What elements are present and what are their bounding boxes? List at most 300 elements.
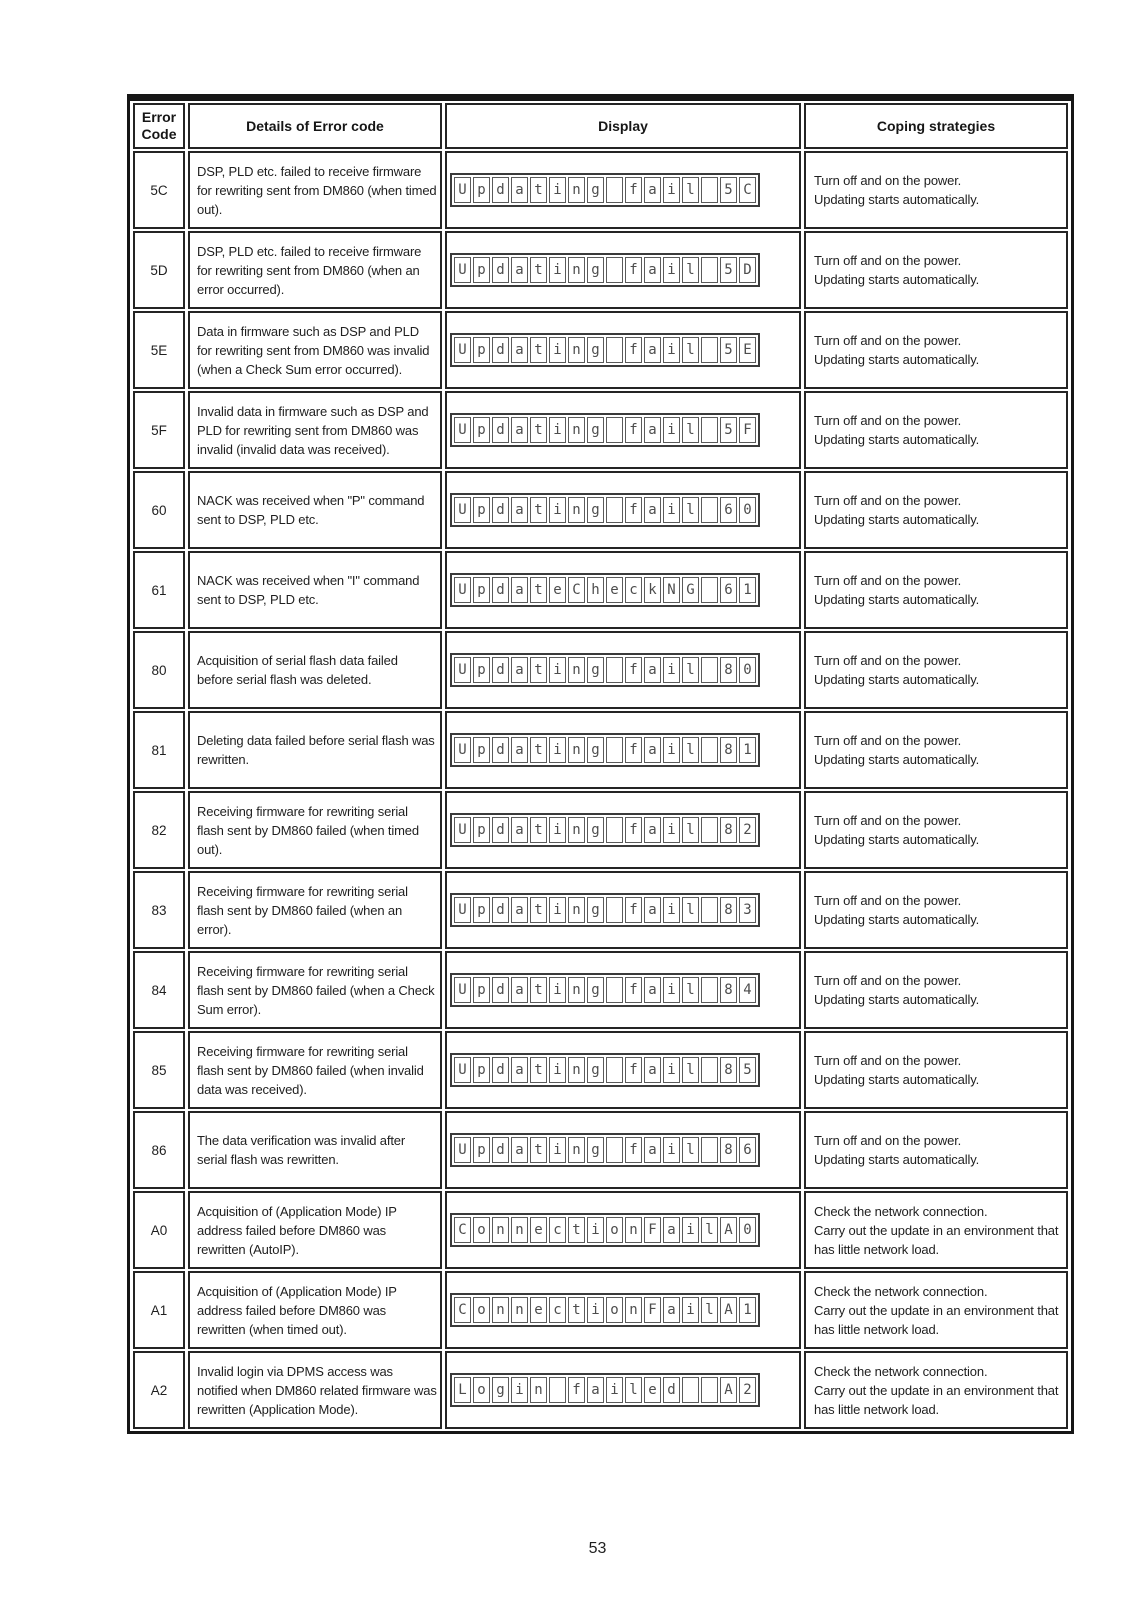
- error-code-cell: 5E: [133, 311, 185, 389]
- lcd-cell: U: [454, 417, 471, 443]
- lcd-cell: 8: [720, 977, 737, 1003]
- table-row: [133, 631, 1068, 709]
- lcd-cell: i: [663, 737, 680, 763]
- lcd-cell: U: [454, 577, 471, 603]
- lcd-cell: i: [682, 1297, 699, 1323]
- lcd-cell: c: [549, 1297, 566, 1323]
- coping-cell: [804, 1351, 1068, 1429]
- lcd-cell: i: [663, 817, 680, 843]
- display-cell: [445, 631, 801, 709]
- lcd-cell: [701, 1377, 718, 1403]
- lcd-cell: a: [663, 1217, 680, 1243]
- coping-line: Turn off and on the power.: [814, 813, 962, 828]
- lcd-cell: i: [663, 1057, 680, 1083]
- lcd-cell: n: [568, 337, 585, 363]
- lcd-cell: e: [606, 577, 623, 603]
- table-row: [133, 1191, 1068, 1269]
- lcd-cell: [606, 657, 623, 683]
- lcd-cell: i: [606, 1377, 623, 1403]
- lcd-cell: d: [663, 1377, 680, 1403]
- table-row: [133, 231, 1068, 309]
- lcd-cell: [701, 257, 718, 283]
- lcd-cell: l: [682, 657, 699, 683]
- lcd-cell: 8: [720, 817, 737, 843]
- lcd-cell: [606, 737, 623, 763]
- coping-line: Turn off and on the power.: [814, 1133, 962, 1148]
- lcd-cell: i: [549, 1137, 566, 1163]
- lcd-cell: t: [530, 817, 547, 843]
- lcd-cell: p: [473, 257, 490, 283]
- error-code-cell: 5F: [133, 391, 185, 469]
- lcd-cell: a: [511, 1057, 528, 1083]
- lcd-cell: A: [720, 1297, 737, 1323]
- header-display: Display: [445, 103, 801, 149]
- lcd-cell: f: [625, 257, 642, 283]
- table-row: [133, 391, 1068, 469]
- lcd-cell: a: [644, 337, 661, 363]
- lcd-cell: a: [511, 657, 528, 683]
- lcd-cell: 5: [720, 257, 737, 283]
- lcd-display: [450, 493, 760, 527]
- lcd-cell: f: [625, 177, 642, 203]
- lcd-cell: d: [492, 657, 509, 683]
- lcd-cell: n: [492, 1297, 509, 1323]
- lcd-cell: k: [644, 577, 661, 603]
- error-details-cell: Receiving firmware for rewriting serial flash sent by DM860 failed (when invalid data was received).: [188, 1031, 442, 1109]
- lcd-cell: l: [682, 337, 699, 363]
- lcd-cell: [606, 417, 623, 443]
- lcd-cell: [701, 1137, 718, 1163]
- display-cell: [445, 1351, 801, 1429]
- lcd-cell: a: [644, 737, 661, 763]
- lcd-cell: [606, 257, 623, 283]
- lcd-cell: p: [473, 177, 490, 203]
- lcd-cell: i: [663, 417, 680, 443]
- lcd-cell: 5: [720, 177, 737, 203]
- lcd-cell: [549, 1377, 566, 1403]
- error-details-cell: Acquisition of (Application Mode) IP address failed before DM860 was rewritten (when timed out).: [188, 1271, 442, 1349]
- lcd-cell: i: [663, 177, 680, 203]
- lcd-display: [450, 1373, 760, 1407]
- coping-line: Updating starts automatically.: [814, 1152, 980, 1167]
- lcd-cell: N: [663, 577, 680, 603]
- coping-line: Updating starts automatically.: [814, 352, 980, 367]
- lcd-cell: f: [625, 1057, 642, 1083]
- lcd-cell: [606, 897, 623, 923]
- lcd-cell: i: [587, 1297, 604, 1323]
- lcd-cell: l: [701, 1297, 718, 1323]
- lcd-display: [450, 813, 760, 847]
- lcd-cell: a: [644, 1057, 661, 1083]
- table-row: [133, 951, 1068, 1029]
- lcd-cell: l: [682, 977, 699, 1003]
- error-details-cell: Invalid data in firmware such as DSP and PLD for rewriting sent from DM860 was invalid (invalid data was received).: [188, 391, 442, 469]
- error-details-cell: Data in firmware such as DSP and PLD for rewriting sent from DM860 was invalid (when a Check Sum error occurred).: [188, 311, 442, 389]
- lcd-display: [450, 253, 760, 287]
- lcd-cell: i: [549, 337, 566, 363]
- lcd-cell: i: [549, 817, 566, 843]
- lcd-cell: g: [492, 1377, 509, 1403]
- lcd-cell: f: [568, 1377, 585, 1403]
- lcd-cell: t: [530, 737, 547, 763]
- lcd-cell: i: [549, 737, 566, 763]
- lcd-cell: [701, 577, 718, 603]
- lcd-cell: g: [587, 1137, 604, 1163]
- lcd-cell: t: [568, 1297, 585, 1323]
- lcd-cell: c: [625, 577, 642, 603]
- lcd-cell: f: [625, 1137, 642, 1163]
- coping-line: Updating starts automatically.: [814, 512, 980, 527]
- lcd-cell: t: [568, 1217, 585, 1243]
- lcd-cell: [701, 897, 718, 923]
- coping-line: Check the network connection.: [814, 1363, 988, 1379]
- lcd-cell: n: [530, 1377, 547, 1403]
- coping-line: Turn off and on the power.: [814, 173, 962, 188]
- lcd-cell: U: [454, 897, 471, 923]
- error-details-cell: The data verification was invalid after serial flash was rewritten.: [188, 1111, 442, 1189]
- coping-line: Updating starts automatically.: [814, 992, 980, 1007]
- table-row: [133, 1351, 1068, 1429]
- lcd-cell: [606, 177, 623, 203]
- lcd-cell: [606, 1137, 623, 1163]
- table-row: [133, 1111, 1068, 1189]
- lcd-cell: C: [454, 1297, 471, 1323]
- display-cell: [445, 231, 801, 309]
- lcd-cell: 4: [739, 977, 756, 1003]
- lcd-cell: d: [492, 177, 509, 203]
- lcd-cell: a: [644, 817, 661, 843]
- error-code-table: [127, 94, 1074, 1434]
- lcd-cell: U: [454, 1057, 471, 1083]
- lcd-cell: a: [511, 417, 528, 443]
- lcd-cell: e: [549, 577, 566, 603]
- lcd-cell: t: [530, 417, 547, 443]
- lcd-cell: [701, 1057, 718, 1083]
- error-code-cell: 5C: [133, 151, 185, 229]
- page-number: 53: [588, 1540, 607, 1557]
- display-cell: [445, 1031, 801, 1109]
- lcd-cell: A: [720, 1377, 737, 1403]
- coping-line: Turn off and on the power.: [814, 653, 962, 668]
- lcd-cell: f: [625, 737, 642, 763]
- lcd-cell: l: [682, 417, 699, 443]
- lcd-cell: d: [492, 577, 509, 603]
- lcd-display: [450, 1213, 760, 1247]
- lcd-cell: p: [473, 337, 490, 363]
- lcd-cell: d: [492, 337, 509, 363]
- lcd-cell: i: [549, 497, 566, 523]
- lcd-cell: t: [530, 1057, 547, 1083]
- lcd-cell: 0: [739, 1217, 756, 1243]
- table-body: [133, 151, 1068, 1429]
- lcd-cell: h: [587, 577, 604, 603]
- coping-line: Turn off and on the power.: [814, 733, 962, 748]
- lcd-cell: o: [473, 1377, 490, 1403]
- lcd-cell: g: [587, 497, 604, 523]
- error-code-cell: 86: [133, 1111, 185, 1189]
- lcd-cell: [606, 337, 623, 363]
- lcd-cell: g: [587, 897, 604, 923]
- lcd-cell: U: [454, 337, 471, 363]
- display-cell: [445, 391, 801, 469]
- lcd-cell: d: [492, 897, 509, 923]
- lcd-cell: F: [644, 1217, 661, 1243]
- coping-line: Turn off and on the power.: [814, 1053, 962, 1068]
- lcd-cell: G: [682, 577, 699, 603]
- error-details-cell: Receiving firmware for rewriting serial flash sent by DM860 failed (when timed out).: [188, 791, 442, 869]
- lcd-cell: [606, 1057, 623, 1083]
- coping-line: Updating starts automatically.: [814, 832, 980, 847]
- lcd-cell: n: [625, 1297, 642, 1323]
- lcd-cell: t: [530, 497, 547, 523]
- lcd-display: [450, 653, 760, 687]
- coping-cell: [804, 951, 1068, 1029]
- coping-cell: [804, 871, 1068, 949]
- lcd-display: [450, 1133, 760, 1167]
- lcd-cell: a: [644, 977, 661, 1003]
- coping-cell: [804, 1111, 1068, 1189]
- error-details-cell: Invalid login via DPMS access was notified when DM860 related firmware was rewritten (Application Mode).: [188, 1351, 442, 1429]
- lcd-cell: f: [625, 337, 642, 363]
- error-code-cell: 60: [133, 471, 185, 549]
- lcd-cell: U: [454, 657, 471, 683]
- coping-cell: [804, 551, 1068, 629]
- display-cell: [445, 711, 801, 789]
- coping-line: Carry out the update in an environment that has little network load.: [814, 1222, 1059, 1257]
- coping-line: Check the network connection.: [814, 1203, 988, 1219]
- lcd-cell: U: [454, 1137, 471, 1163]
- lcd-cell: t: [530, 577, 547, 603]
- lcd-cell: a: [644, 497, 661, 523]
- lcd-cell: p: [473, 1057, 490, 1083]
- lcd-cell: C: [454, 1217, 471, 1243]
- error-code-cell: 5D: [133, 231, 185, 309]
- error-code-cell: A1: [133, 1271, 185, 1349]
- coping-line: Check the network connection.: [814, 1283, 988, 1299]
- coping-line: Updating starts automatically.: [814, 192, 980, 207]
- lcd-cell: a: [644, 417, 661, 443]
- error-code-cell: 61: [133, 551, 185, 629]
- lcd-cell: c: [549, 1217, 566, 1243]
- lcd-cell: n: [492, 1217, 509, 1243]
- lcd-cell: i: [663, 1137, 680, 1163]
- error-code-cell: 85: [133, 1031, 185, 1109]
- coping-cell: [804, 1271, 1068, 1349]
- lcd-cell: a: [511, 177, 528, 203]
- lcd-cell: n: [511, 1297, 528, 1323]
- lcd-cell: g: [587, 977, 604, 1003]
- lcd-cell: a: [644, 257, 661, 283]
- lcd-cell: n: [568, 737, 585, 763]
- lcd-cell: [701, 737, 718, 763]
- lcd-cell: n: [568, 817, 585, 843]
- lcd-cell: o: [473, 1297, 490, 1323]
- coping-cell: [804, 231, 1068, 309]
- lcd-cell: p: [473, 977, 490, 1003]
- lcd-cell: i: [549, 657, 566, 683]
- lcd-cell: i: [549, 177, 566, 203]
- table-row: [133, 551, 1068, 629]
- coping-line: Turn off and on the power.: [814, 493, 962, 508]
- lcd-cell: [701, 657, 718, 683]
- lcd-cell: U: [454, 497, 471, 523]
- lcd-cell: 8: [720, 1137, 737, 1163]
- lcd-cell: d: [492, 1057, 509, 1083]
- lcd-display: [450, 973, 760, 1007]
- lcd-cell: f: [625, 977, 642, 1003]
- coping-cell: [804, 1191, 1068, 1269]
- error-code-cell: 81: [133, 711, 185, 789]
- lcd-cell: i: [663, 977, 680, 1003]
- coping-cell: [804, 791, 1068, 869]
- lcd-cell: [682, 1377, 699, 1403]
- coping-line: Turn off and on the power.: [814, 413, 962, 428]
- lcd-cell: a: [644, 1137, 661, 1163]
- coping-cell: [804, 1031, 1068, 1109]
- lcd-cell: g: [587, 257, 604, 283]
- display-cell: [445, 311, 801, 389]
- lcd-cell: U: [454, 257, 471, 283]
- lcd-cell: l: [682, 897, 699, 923]
- coping-line: Updating starts automatically.: [814, 592, 980, 607]
- error-details-cell: DSP, PLD etc. failed to receive firmware for rewriting sent from DM860 (when timed out).: [188, 151, 442, 229]
- lcd-cell: F: [739, 417, 756, 443]
- error-details-cell: Receiving firmware for rewriting serial flash sent by DM860 failed (when a Check Sum error).: [188, 951, 442, 1029]
- lcd-cell: n: [568, 257, 585, 283]
- error-code-cell: 82: [133, 791, 185, 869]
- header-details: Details of Error code: [188, 103, 442, 149]
- lcd-cell: a: [511, 497, 528, 523]
- lcd-cell: a: [511, 817, 528, 843]
- lcd-cell: a: [663, 1297, 680, 1323]
- error-details-cell: NACK was received when "I" command sent to DSP, PLD etc.: [188, 551, 442, 629]
- lcd-cell: L: [454, 1377, 471, 1403]
- lcd-cell: o: [473, 1217, 490, 1243]
- lcd-cell: t: [530, 257, 547, 283]
- lcd-cell: l: [682, 817, 699, 843]
- lcd-cell: D: [739, 257, 756, 283]
- lcd-cell: i: [663, 897, 680, 923]
- lcd-cell: f: [625, 417, 642, 443]
- lcd-cell: t: [530, 897, 547, 923]
- coping-line: Carry out the update in an environment that has little network load.: [814, 1302, 1059, 1337]
- lcd-cell: o: [606, 1297, 623, 1323]
- lcd-cell: g: [587, 657, 604, 683]
- lcd-cell: i: [663, 337, 680, 363]
- lcd-cell: a: [587, 1377, 604, 1403]
- coping-line: Updating starts automatically.: [814, 752, 980, 767]
- coping-line: Updating starts automatically.: [814, 912, 980, 927]
- lcd-cell: l: [701, 1217, 718, 1243]
- lcd-cell: p: [473, 737, 490, 763]
- lcd-cell: 6: [720, 497, 737, 523]
- lcd-cell: p: [473, 577, 490, 603]
- lcd-cell: n: [568, 177, 585, 203]
- lcd-cell: n: [568, 417, 585, 443]
- lcd-cell: i: [663, 657, 680, 683]
- lcd-display: [450, 413, 760, 447]
- table-row: [133, 1031, 1068, 1109]
- lcd-cell: t: [530, 337, 547, 363]
- lcd-cell: [606, 977, 623, 1003]
- coping-line: Updating starts automatically.: [814, 1072, 980, 1087]
- lcd-cell: n: [568, 1137, 585, 1163]
- lcd-cell: g: [587, 417, 604, 443]
- lcd-cell: 6: [720, 577, 737, 603]
- lcd-cell: i: [549, 977, 566, 1003]
- lcd-cell: C: [739, 177, 756, 203]
- lcd-cell: n: [625, 1217, 642, 1243]
- lcd-cell: d: [492, 417, 509, 443]
- lcd-cell: t: [530, 977, 547, 1003]
- lcd-cell: d: [492, 817, 509, 843]
- lcd-cell: a: [644, 657, 661, 683]
- error-code-cell: 84: [133, 951, 185, 1029]
- lcd-cell: 0: [739, 497, 756, 523]
- coping-cell: [804, 711, 1068, 789]
- lcd-cell: i: [663, 257, 680, 283]
- display-cell: [445, 551, 801, 629]
- lcd-display: [450, 893, 760, 927]
- lcd-cell: [701, 177, 718, 203]
- lcd-cell: [606, 497, 623, 523]
- lcd-cell: l: [682, 737, 699, 763]
- lcd-cell: i: [587, 1217, 604, 1243]
- lcd-cell: 8: [720, 737, 737, 763]
- lcd-display: [450, 1293, 760, 1327]
- lcd-cell: g: [587, 817, 604, 843]
- coping-cell: [804, 391, 1068, 469]
- lcd-cell: 6: [739, 1137, 756, 1163]
- table-row: [133, 311, 1068, 389]
- coping-cell: [804, 151, 1068, 229]
- lcd-cell: a: [644, 177, 661, 203]
- lcd-cell: g: [587, 177, 604, 203]
- lcd-cell: 3: [739, 897, 756, 923]
- lcd-cell: 2: [739, 1377, 756, 1403]
- lcd-cell: n: [568, 977, 585, 1003]
- lcd-cell: l: [625, 1377, 642, 1403]
- coping-line: Turn off and on the power.: [814, 973, 962, 988]
- lcd-cell: 0: [739, 657, 756, 683]
- error-code-cell: 80: [133, 631, 185, 709]
- coping-line: Updating starts automatically.: [814, 432, 980, 447]
- error-details-cell: DSP, PLD etc. failed to receive firmware for rewriting sent from DM860 (when an error occurred).: [188, 231, 442, 309]
- lcd-cell: i: [549, 897, 566, 923]
- lcd-cell: n: [568, 497, 585, 523]
- lcd-cell: d: [492, 257, 509, 283]
- lcd-cell: l: [682, 177, 699, 203]
- lcd-cell: i: [682, 1217, 699, 1243]
- lcd-cell: l: [682, 1057, 699, 1083]
- lcd-cell: n: [511, 1217, 528, 1243]
- lcd-cell: C: [568, 577, 585, 603]
- lcd-cell: n: [568, 1057, 585, 1083]
- coping-cell: [804, 631, 1068, 709]
- coping-line: Turn off and on the power.: [814, 253, 962, 268]
- lcd-cell: [701, 817, 718, 843]
- error-code-cell: A2: [133, 1351, 185, 1429]
- lcd-cell: 1: [739, 577, 756, 603]
- lcd-cell: A: [720, 1217, 737, 1243]
- error-code-cell: A0: [133, 1191, 185, 1269]
- lcd-cell: [701, 977, 718, 1003]
- lcd-display: [450, 573, 760, 607]
- error-details-cell: Deleting data failed before serial flash was rewritten.: [188, 711, 442, 789]
- lcd-cell: U: [454, 817, 471, 843]
- lcd-cell: 5: [739, 1057, 756, 1083]
- coping-line: Carry out the update in an environment that has little network load.: [814, 1382, 1059, 1417]
